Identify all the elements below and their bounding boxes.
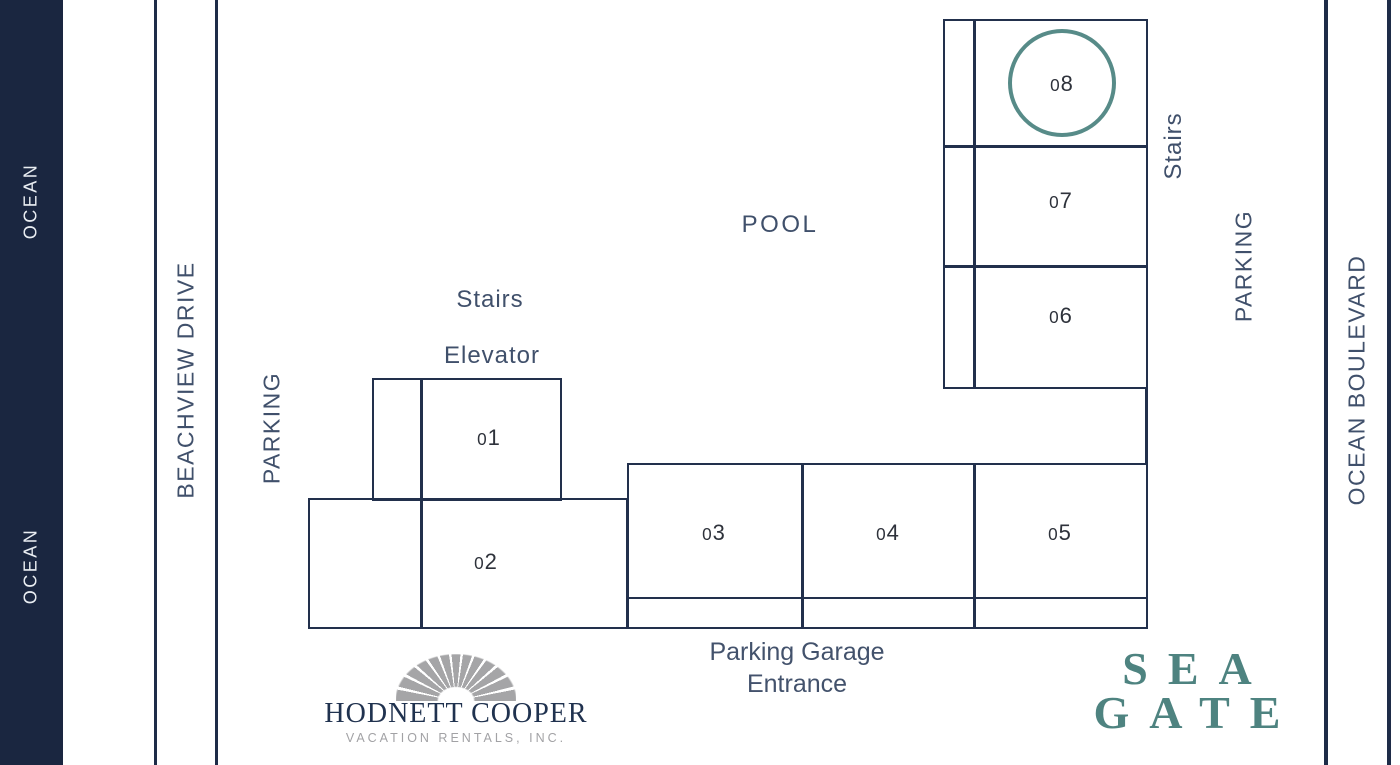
building-01-inner-wall	[420, 378, 423, 501]
pool-label: POOL	[741, 211, 819, 238]
sea-gate-line1: SEA	[1122, 643, 1272, 694]
parking-garage-entrance-line1: Parking Garage	[709, 638, 885, 666]
unit-label-05: 05	[1048, 520, 1072, 545]
sea-gate-line2: GATE	[1093, 687, 1301, 738]
wall-04-05	[973, 463, 976, 599]
parking-garage-entrance-label	[647, 636, 947, 700]
beachview-drive-east-edge	[215, 0, 218, 765]
unit-label-01: 01	[477, 425, 501, 450]
sea-gate-wordmark	[1037, 643, 1337, 738]
garage-strip-wall-1	[801, 597, 804, 629]
beachview-drive-west-edge	[154, 0, 157, 765]
unit-label-03: 03	[702, 520, 726, 545]
ocean-boulevard-east-edge	[1387, 0, 1391, 765]
hodnett-cooper-subtitle: VACATION RENTALS, INC.	[345, 731, 567, 745]
hodnett-cooper-wordmark: HODNETT COOPER	[324, 698, 588, 729]
parking-garage-strip	[627, 597, 1148, 629]
building-unit-01	[372, 378, 562, 501]
hodnett-cooper-sunburst-icon	[396, 654, 516, 701]
wall-08-07	[943, 145, 1148, 148]
ocean-label: OCEAN	[20, 527, 41, 605]
tower-row-connector-wall	[1145, 388, 1148, 465]
tower-corridor-wall	[973, 19, 976, 389]
property-site-map: OCEAN OCEAN BEACHVIEW DRIVE PARKING Stairs PARKING OCEAN BOULEVARD POOL Stairs Elevator 01 02 03 04 05 06 07 08 Parking Garage Entrance HODNETT COOPER VACATION RENTALS, INC. SEA GATE	[0, 0, 1400, 765]
wall-07-06	[943, 265, 1148, 268]
ocean-label: OCEAN	[20, 162, 41, 240]
parking-garage-entrance-line2: Entrance	[746, 670, 848, 698]
unit-label-06: 06	[1049, 303, 1073, 328]
unit-label-08: 08	[1050, 71, 1074, 96]
elevator-label: Elevator	[443, 342, 541, 369]
unit-label-07: 07	[1049, 188, 1073, 213]
stairs-top-label: Stairs	[456, 286, 524, 313]
building-unit-02	[308, 498, 628, 629]
building-02-inner-wall	[420, 498, 423, 629]
wall-03-04	[801, 463, 804, 599]
ocean-strip	[0, 0, 63, 765]
unit-label-04: 04	[876, 520, 900, 545]
garage-strip-wall-2	[973, 597, 976, 629]
unit-label-02: 02	[474, 549, 498, 574]
